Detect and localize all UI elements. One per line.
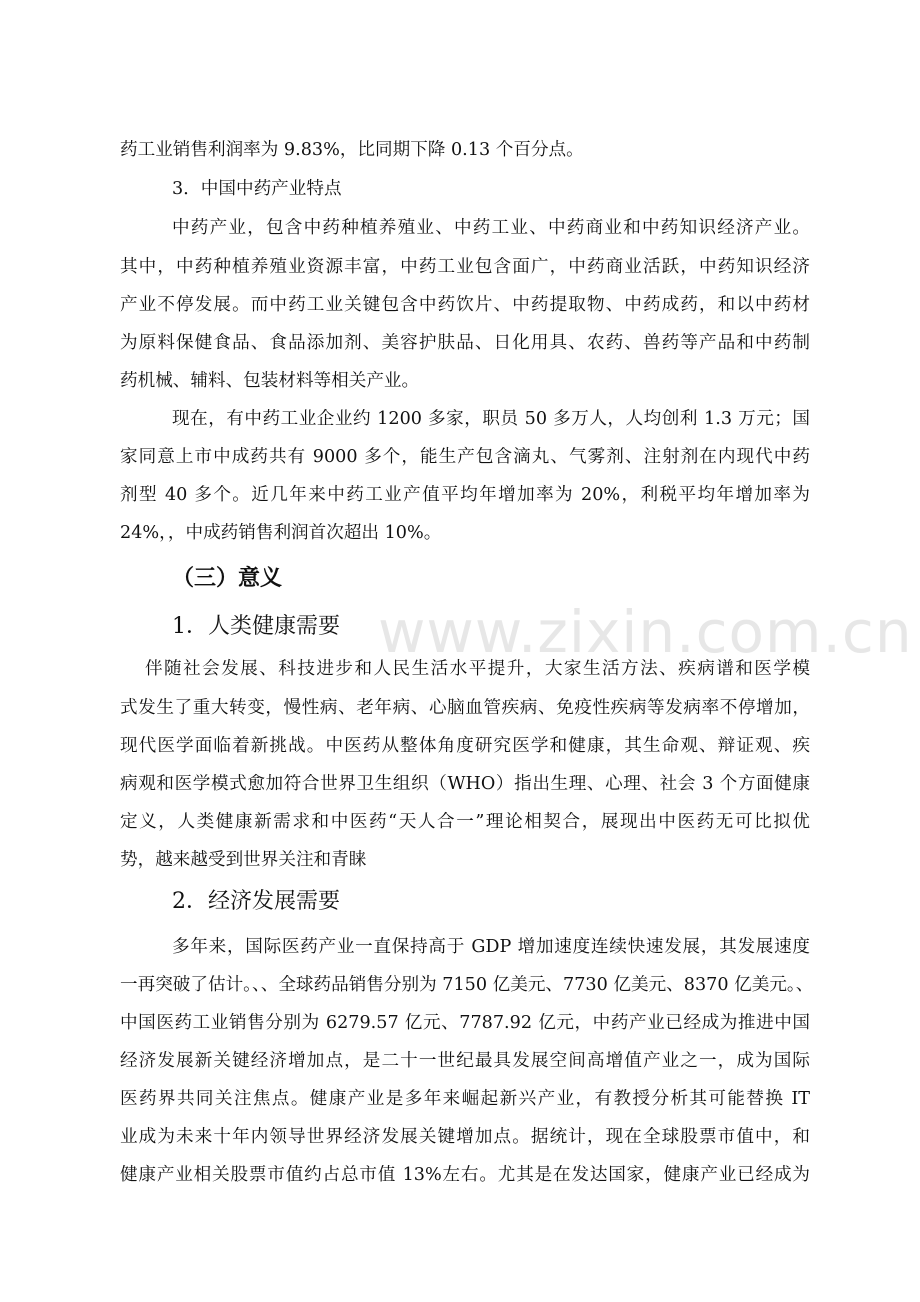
subheading-1: 1．人类健康需要 — [172, 614, 340, 639]
text-line: 产业不停发展。而中药工业关键包含中药饮片、中药提取物、中药成药，和以中药材 — [120, 295, 810, 315]
text-line: 健康产业相关股票市值约占总市值 13%左右。尤其是在发达国家，健康产业已经成为 — [120, 1165, 810, 1185]
text-line: 多年来，国际医药产业一直保持高于 GDP 增加速度连续快速发展，其发展速度 — [172, 937, 810, 957]
text-line: 经济发展新关键经济增加点，是二十一世纪最具发展空间高增值产业之一，成为国际 — [120, 1051, 810, 1071]
text-line: 其中，中药种植养殖业资源丰富，中药工业包含面广，中药商业活跃，中药知识经济 — [120, 257, 810, 277]
text-line: 中药产业，包含中药种植养殖业、中药工业、中药商业和中药知识经济产业。 — [172, 218, 810, 238]
section-heading: （三）意义 — [172, 566, 283, 591]
text-line: 一再突破了估计。、、全球药品销售分别为 7150 亿美元、7730 亿美元、8370 亿美元。、 — [120, 975, 814, 995]
subheading-3: 3．中国中药产业特点 — [172, 179, 342, 199]
text-line: 药机械、辅料、包装材料等相关产业。 — [120, 371, 420, 391]
text-line: 医药界共同关注焦点。健康产业是多年来崛起新兴产业，有教授分析其可能替换 IT — [120, 1089, 810, 1109]
text-line: 病观和医学模式愈加符合世界卫生组织（WHO）指出生理、心理、社会 3 个方面健康 — [120, 774, 810, 794]
subheading-2: 2．经济发展需要 — [172, 889, 340, 914]
text-line: 为原料保健食品、食品添加剂、美容护肤品、日化用具、农药、兽药等产品和中药制 — [120, 333, 810, 353]
text-line: 伴随社会发展、科技进步和人民生活水平提升，大家生活方法、疾病谱和医学模 — [145, 659, 810, 679]
text-line: 剂型 40 多个。近几年来中药工业产值平均年增加率为 20%，利税平均年增加率为 — [120, 485, 810, 505]
text-line: 中国医药工业销售分别为 6279.57 亿元、7787.92 亿元，中药产业已经成为推进中国 — [120, 1013, 810, 1033]
text-line: 现代医学面临着新挑战。中医药从整体角度研究医学和健康，其生命观、辩证观、疾 — [120, 736, 810, 756]
watermark: www.zixin.com.cn — [378, 598, 913, 666]
text-line: 业成为未来十年内领导世界经济发展关键增加点。据统计，现在全球股票市值中，和 — [120, 1127, 810, 1147]
text-line: 药工业销售利润率为 9.83%，比同期下降 0.13 个百分点。 — [120, 140, 584, 160]
text-line: 家同意上市中成药共有 9000 多个，能生产包含滴丸、气雾剂、注射剂在内现代中药 — [120, 447, 810, 467]
text-line: 定义，人类健康新需求和中医药“天人合一”理论相契合，展现出中医药无可比拟优 — [120, 812, 810, 832]
text-line: 势，越来越受到世界关注和青睐 — [120, 850, 367, 870]
text-line: 24%，，中成药销售利润首次超出 10%。 — [120, 523, 442, 543]
text-line: 式发生了重大转变，慢性病、老年病、心脑血管疾病、免疫性疾病等发病率不停增加， — [120, 698, 810, 718]
text-line: 现在，有中药工业企业约 1200 多家，职员 50 多万人，人均创利 1.3 万元；国 — [172, 409, 810, 429]
